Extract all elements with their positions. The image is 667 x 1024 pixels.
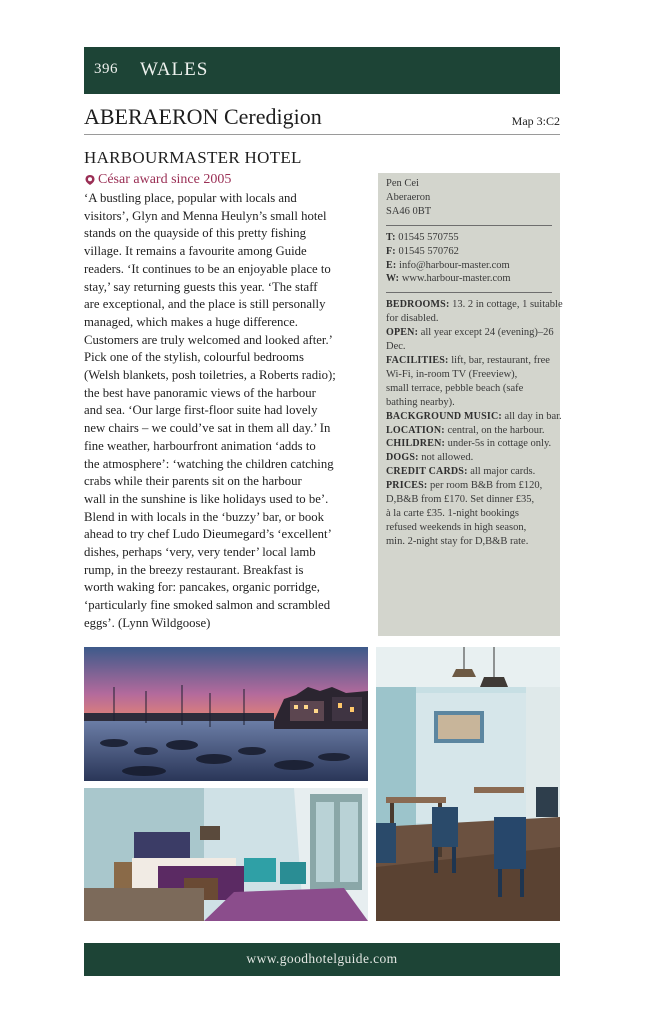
contact-label: E: — [386, 259, 397, 271]
fact-line — [386, 521, 554, 535]
fact-line — [386, 493, 554, 507]
fact-line — [386, 507, 554, 521]
fact-line — [386, 410, 562, 424]
contact-line — [386, 231, 554, 245]
fact-value: D,B&B from £170. Set dinner £35, — [386, 494, 535, 506]
review-text — [84, 190, 360, 633]
contact-label: W: — [386, 273, 400, 285]
fact-label: DOGS: — [386, 452, 419, 464]
review-text-line: village. It remains a favourite among Guide — [84, 244, 307, 259]
region-title: WALES — [140, 59, 209, 80]
fact-block — [386, 424, 554, 438]
sidebar-rule — [386, 225, 552, 226]
contact-line — [386, 259, 554, 273]
footer-website: www.goodhotelguide.com — [246, 951, 398, 966]
fact-value: all year except 24 (evening)–26 — [420, 327, 554, 339]
fact-label: BEDROOMS: — [386, 299, 450, 311]
harbour-sunset-photo — [84, 647, 368, 781]
map-reference: Map 3:C2 — [511, 114, 560, 128]
fact-label: CREDIT CARDS: — [386, 466, 468, 478]
fact-value: refused weekends in high season, — [386, 521, 527, 533]
fact-value: bathing nearby). — [386, 396, 455, 408]
contact-value: info@harbour-master.com — [399, 259, 510, 271]
hotel-name: HARBOURMASTER HOTEL — [84, 148, 302, 167]
fact-line — [386, 298, 563, 312]
fact-line — [386, 479, 554, 493]
review-text-line: fine weather, harbourfront animation ‘adds to — [84, 438, 316, 453]
review-text-line: stands on the quayside of this pretty fishing — [84, 226, 307, 241]
fact-block — [386, 326, 554, 354]
fact-block — [386, 479, 554, 549]
address-line: SA46 0BT — [386, 205, 432, 217]
fact-value: Dec. — [386, 341, 406, 353]
page-footer-band — [84, 943, 560, 976]
fact-line — [386, 535, 554, 549]
fact-line — [386, 326, 554, 340]
fact-label: OPEN: — [386, 327, 419, 339]
cesar-award-icon — [84, 174, 96, 186]
fact-line — [386, 437, 554, 451]
fact-value: 13. 2 in cottage, 1 suitable — [452, 299, 563, 311]
review-text-line: rump, in the breezy restaurant. Breakfast is — [84, 562, 304, 577]
fact-line — [386, 465, 554, 479]
fact-line — [386, 340, 554, 354]
review-text-line: new chairs – we could’ve sat in them all day.’ In — [84, 421, 331, 436]
contact-label: F: — [386, 245, 396, 257]
fact-label: BACKGROUND MUSIC: — [386, 410, 502, 422]
fact-value: not allowed. — [421, 452, 474, 464]
fact-block — [386, 410, 562, 424]
fact-line — [386, 382, 554, 396]
award-text: César award since 2005 — [98, 172, 232, 187]
fact-line — [386, 396, 554, 410]
review-text-line: visitors’, Glyn and Menna Heulyn’s small hotel — [84, 208, 327, 223]
fact-line — [386, 312, 554, 326]
review-text-line: and sea. ‘Our large first-floor suite had lovely — [84, 403, 318, 418]
fact-value: small terrace, pebble beach (safe — [386, 382, 524, 394]
contact-label: T: — [386, 231, 396, 243]
award-line — [84, 172, 231, 188]
review-text-line: the best have panoramic views of the harbour — [84, 385, 316, 400]
fact-block — [386, 437, 554, 451]
review-text-line: ‘particularly fine smoked salmon and scrambled — [84, 598, 331, 613]
review-text-line: stay,’ say returning guests this year. ‘The staff — [84, 279, 318, 294]
page-number: 396 — [94, 61, 118, 77]
sidebar-rule — [386, 292, 552, 293]
contact-value: 01545 570755 — [398, 231, 459, 243]
fact-label: FACILITIES: — [386, 354, 449, 366]
address-line: Aberaeron — [386, 191, 431, 203]
sidebar-content — [386, 177, 563, 549]
fact-block — [386, 354, 554, 410]
fact-value: à la carte £35. 1-night bookings — [386, 507, 519, 519]
review-text-line: Customers are truly welcomed and looked after.’ — [84, 332, 333, 347]
town-title: ABERAERON Ceredigion — [84, 104, 322, 129]
fact-label: CHILDREN: — [386, 438, 446, 450]
fact-block — [386, 451, 554, 465]
restaurant-photo — [376, 647, 560, 921]
contact-line — [386, 272, 554, 286]
fact-block — [386, 465, 554, 479]
fact-value: per room B&B from £120, — [430, 480, 543, 492]
review-text-line: Blend in with locals in the ‘buzzy’ bar, or book — [84, 509, 325, 524]
review-text-line: Pick one of the stylish, colourful bedrooms — [84, 350, 304, 365]
review-text-line: the atmosphere’: ‘watching the children catching — [84, 456, 334, 471]
fact-value: min. 2-night stay for D,B&B rate. — [386, 535, 529, 547]
review-text-line: readers. ‘It continues to be an enjoyable place to — [84, 261, 331, 276]
review-text-line: ‘A bustling place, popular with locals and — [84, 191, 297, 205]
title-rule — [84, 134, 560, 135]
review-text-line: are exceptional, and the place is still personally — [84, 297, 326, 312]
fact-value: all major cards. — [470, 466, 536, 478]
fact-block — [386, 298, 563, 326]
address-line: Pen Cei — [386, 178, 419, 189]
page-header-band — [84, 47, 560, 94]
fact-line — [386, 354, 554, 368]
contact-value: 01545 570762 — [398, 245, 459, 257]
review-text-line: dishes, perhaps ‘very, very tender’ local lamb — [84, 545, 316, 560]
review-text-line: ahead to try chef Ludo Dieumegard’s ‘excellent’ — [84, 527, 332, 542]
contact-line — [386, 245, 554, 259]
review-text-line: crabs while their parents sit on the harbour — [84, 474, 302, 489]
review-text-line: eggs’. (Lynn Wildgoose) — [84, 615, 211, 630]
info-sidebar — [378, 173, 563, 636]
fact-line — [386, 451, 554, 465]
fact-line — [386, 424, 554, 438]
fact-line — [386, 368, 554, 382]
fact-value: all day in bar. — [504, 410, 562, 422]
fact-label: PRICES: — [386, 480, 428, 492]
review-text-line: worth waking for: pancakes, organic porridge, — [84, 580, 320, 595]
fact-value: under-5s in cottage only. — [447, 438, 552, 450]
review-text-line: wall in the sunshine is like holidays used to be’. — [84, 491, 329, 506]
fact-value: for disabled. — [386, 313, 439, 325]
fact-value: central, on the harbour. — [447, 424, 545, 436]
review-text-line: managed, which makes a huge difference. — [84, 314, 298, 329]
bedroom-photo — [84, 788, 368, 921]
review-text-line: (Welsh blankets, posh toiletries, a Roberts radio); — [84, 368, 336, 383]
fact-value: lift, bar, restaurant, free — [451, 354, 550, 366]
fact-label: LOCATION: — [386, 424, 445, 436]
contact-value: www.harbour-master.com — [401, 273, 511, 285]
fact-value: Wi-Fi, in-room TV (Freeview), — [386, 368, 518, 380]
